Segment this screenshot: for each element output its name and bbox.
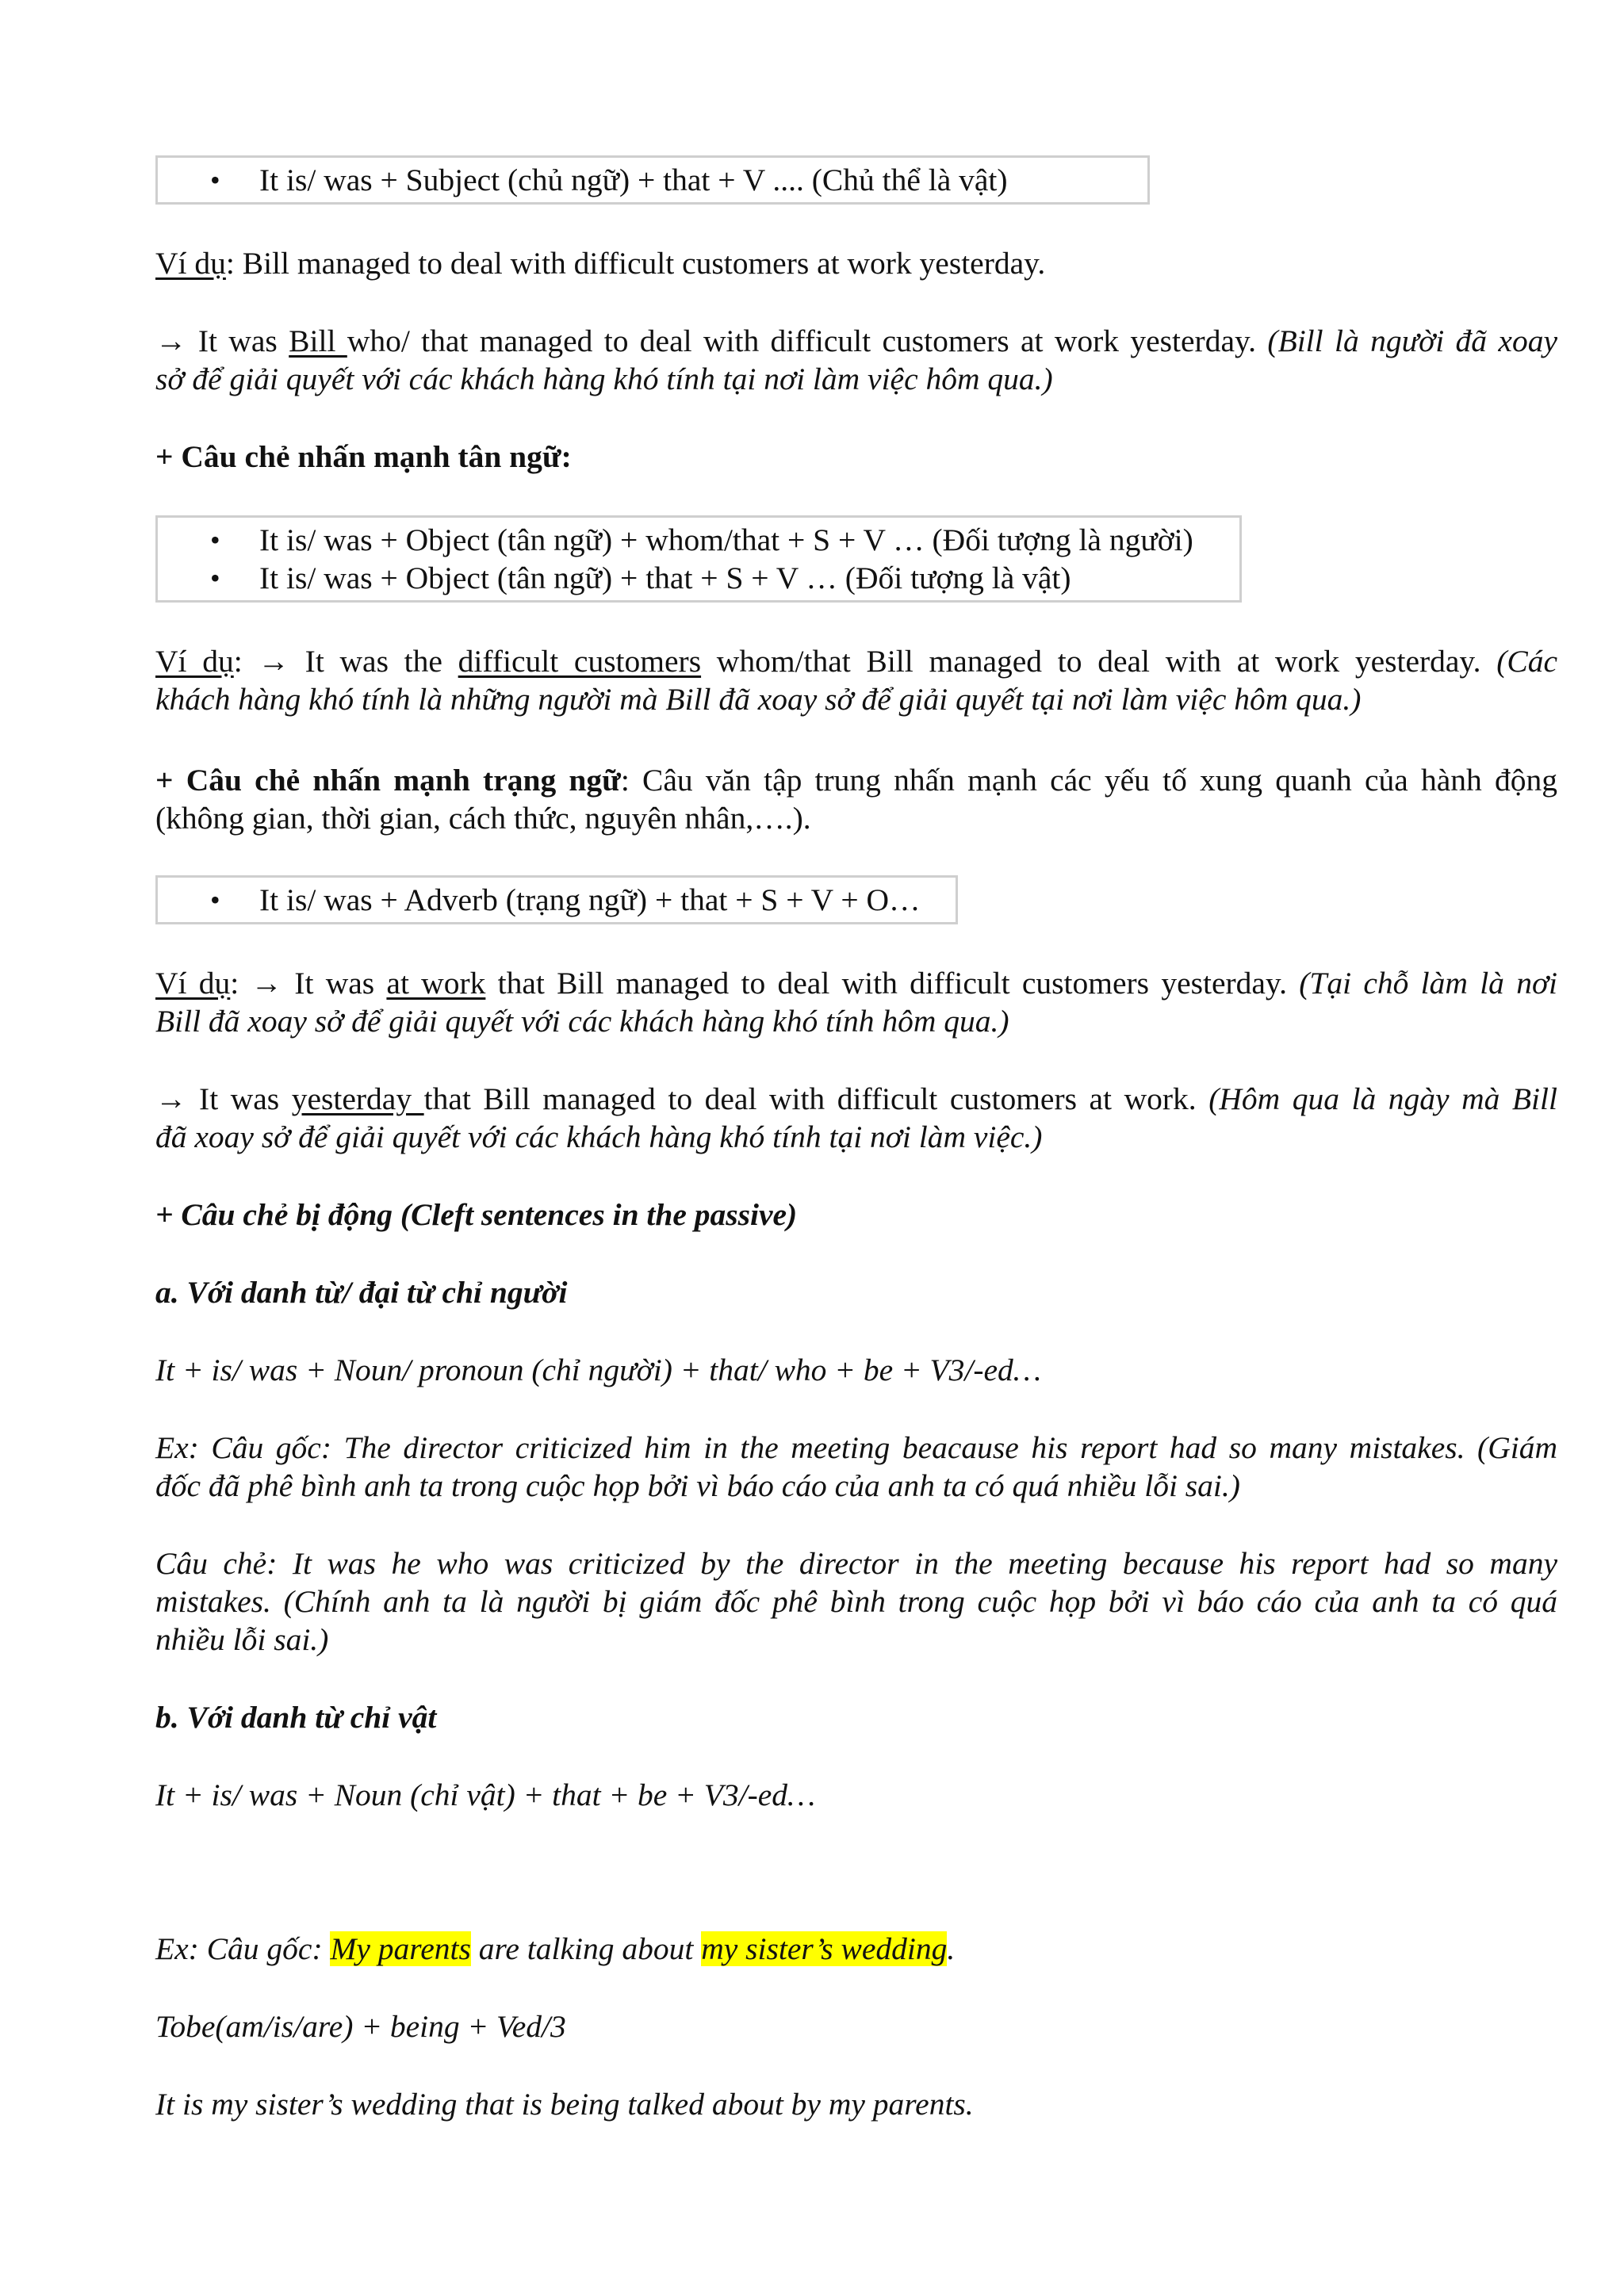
example-b-original: Ex: Câu gốc: My parents are talking about my sister’s wedding. <box>155 1931 956 1966</box>
formula-b: It + is/ was + Noun (chỉ vật) + that + be + V3/-ed… <box>155 1777 816 1812</box>
example-label: Ví dụ <box>155 246 226 281</box>
translation-line-2: khách hàng khó tính là những người mà Bill đã xoay sở để giải quyết tại nơi làm việc hôm qua.) <box>155 682 1362 717</box>
adverb-emphasis-heading: + Câu chẻ nhấn mạnh trạng ngữ: Câu văn tập trung nhấn mạnh các yếu tố xung quanh của hành động (không gian, thời gian, cách thức, nguyên nhân,….). <box>155 763 1557 836</box>
formula-box-object <box>155 515 1242 603</box>
final-sentence: It is my sister’s wedding that is being talked about by my parents. <box>155 2087 974 2122</box>
example-2: Ví dụ: → It was the difficult customers whom/that Bill managed to deal with at work yesterday. (Các khách hàng khó tính là những người mà Bill đã xoay sở để giải quyết tại nơi làm việc hôm qua.) <box>155 644 1558 717</box>
example-a-original: Ex: Câu gốc: The director criticized him in the meeting beacause his report had so many mistakes. (Giám đốc đã phê bình anh ta trong cuộc họp bởi vì báo cáo của anh ta có quá nhiều lỗi sai.) <box>155 1430 1557 1503</box>
emphasized-adverb: yesterday <box>291 1081 424 1116</box>
example-label: Ví dụ <box>155 644 234 679</box>
example-3: Ví dụ: → It was at work that Bill managed to deal with difficult customers yesterday. (Tại chỗ làm là nơi Bill đã xoay sở để giải quyết với các khách hàng khó tính hôm qua.) <box>155 966 1557 1039</box>
formula-a: It + is/ was + Noun/ pronoun (chỉ người) + that/ who + be + V3/-ed… <box>155 1353 1041 1387</box>
translation: (Bill là người đã xoay <box>1267 323 1557 358</box>
example-1 <box>155 244 1557 282</box>
example-text: : Bill managed to deal with difficult customers at work yesterday. <box>225 246 1046 281</box>
passive-heading: + Câu chẻ bị động (Cleft sentences in the passive) <box>155 1197 798 1232</box>
translation-line-2: Bill đã xoay sở để giải quyết với các khách hàng khó tính hôm qua.) <box>155 1004 1009 1039</box>
formula-box-adverb <box>155 875 958 924</box>
translation-line-2: sở để giải quyết với các khách hàng khó tính tại nơi làm việc hôm qua.) <box>155 362 1053 396</box>
example-1-cleft-line-1: → It was Bill who/ that managed to deal with difficult customers at work yesterday. (Bill là người đã xoay <box>155 323 1557 358</box>
emphasized-object: difficult customers <box>458 644 702 679</box>
highlighted-subject: My parents <box>330 1931 471 1966</box>
emphasized-adverb: at work <box>386 966 486 1001</box>
subheading-a: a. Với danh từ/ đại từ chỉ người <box>155 1275 568 1310</box>
example-1-cleft <box>155 322 1557 398</box>
highlighted-object: my sister’s wedding <box>701 1931 948 1966</box>
translation: (Tại chỗ làm là nơi <box>1299 966 1557 1001</box>
formula-c: Tobe(am/is/are) + being + Ved/3 <box>155 2009 566 2044</box>
example-4: → It was yesterday that Bill managed to deal with difficult customers at work. (Hôm qua là ngày mà Bill đã xoay sở để giải quyết với các khách hàng khó tính tại nơi làm việc.) <box>155 1081 1557 1154</box>
subheading-b: b. Với danh từ chỉ vật <box>155 1700 437 1735</box>
formula-box-subject <box>155 155 1150 205</box>
translation: (Các <box>1496 644 1558 679</box>
example-label: Ví dụ <box>155 966 231 1001</box>
formula-item: • It is/ was + Subject (chủ ngữ) + that + V .... (Chủ thể là vật) <box>158 161 1147 199</box>
object-emphasis-heading: + Câu chẻ nhấn mạnh tân ngữ: <box>155 439 572 474</box>
translation: (Hôm qua là ngày mà Bill <box>1208 1081 1557 1116</box>
formula-item: • It is/ was + Object (tân ngữ) + whom/that + S + V … (Đối tượng là người) <box>158 521 1239 559</box>
formula-item: • It is/ was + Object (tân ngữ) + that + S + V … (Đối tượng là vật) <box>158 559 1239 597</box>
emphasized-subject: Bill <box>289 323 347 358</box>
example-a-cleft: Câu chẻ: It was he who was criticized by the director in the meeting because his report had so many mistakes. (Chính anh ta là người bị giám đốc phê bình trong cuộc họp bởi vì báo cáo của anh ta có quá nhiều lỗi sai.) <box>155 1546 1557 1657</box>
translation-line-2: đã xoay sở để giải quyết với các khách hàng khó tính tại nơi làm việc.) <box>155 1119 1043 1154</box>
formula-item: • It is/ was + Adverb (trạng ngữ) + that + S + V + O… <box>158 881 956 919</box>
